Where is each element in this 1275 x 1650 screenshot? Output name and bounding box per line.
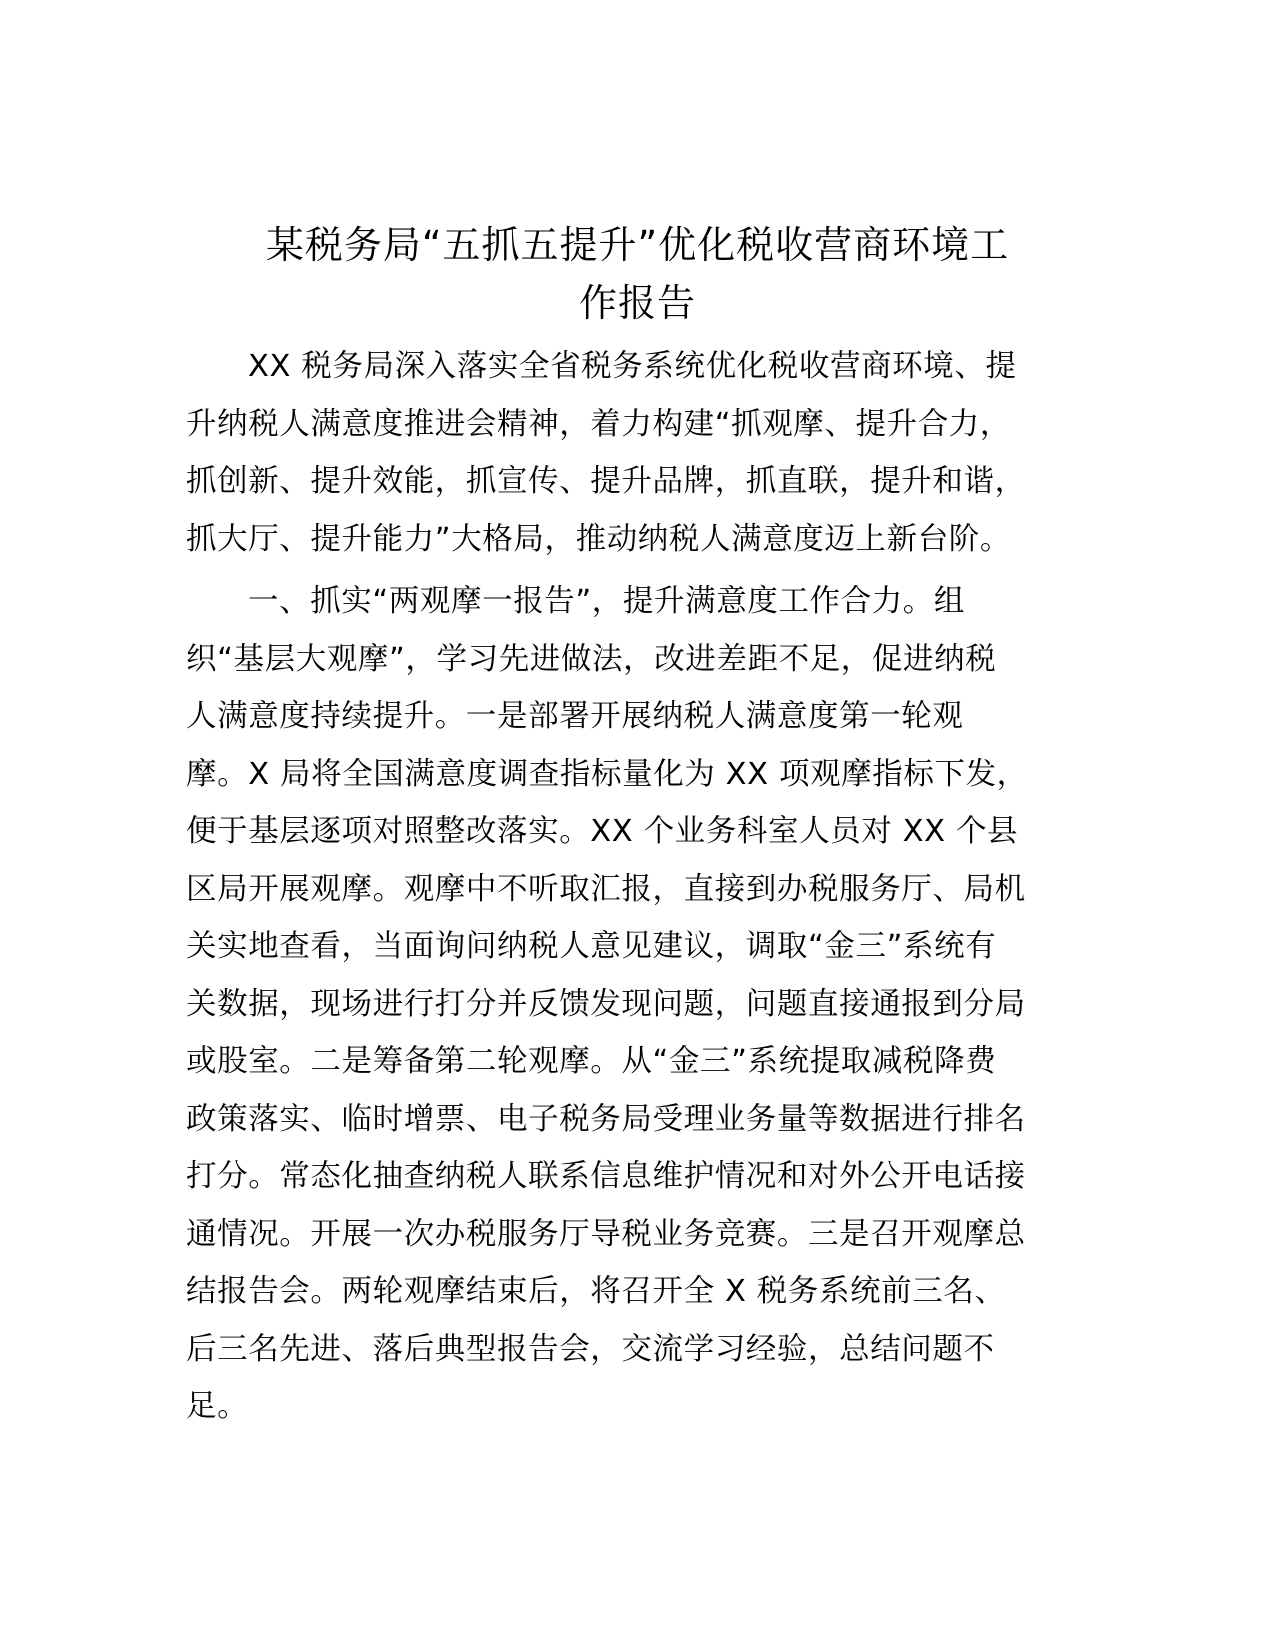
paragraph-line: XX 税务局深入落实全省税务系统优化税收营商环境、提 [248,349,1017,384]
paragraph-line: 一、抓实“两观摩一报告”，提升满意度工作合力。组 [248,584,966,619]
paragraph-line: 结报告会。两轮观摩结束后，将召开全 X 税务系统前三名、 [186,1274,1006,1309]
paragraph-line: 人满意度持续提升。一是部署开展纳税人满意度第一轮观 [186,699,964,734]
paragraph-line: 或股室。二是筹备第二轮观摩。从“金三”系统提取减税降费 [186,1044,997,1079]
paragraph-line: 后三名先进、落后典型报告会，交流学习经验，总结问题不 [186,1331,995,1367]
title-line-2: 作报告 [578,281,696,325]
paragraph-line: 便于基层逐项对照整改落实。XX 个业务科室人员对 XX 个县 [186,814,1019,849]
paragraph-line: 升纳税人满意度推进会精神，着力构建“抓观摩、提升合力， [186,406,1011,442]
paragraph-line: 抓创新、提升效能，抓宣传、提升品牌，抓直联，提升和谐， [186,464,1026,499]
paragraph-line: 区局开展观摩。观摩中不听取汇报，直接到办税服务厅、局机 [186,871,1026,907]
document-title [150,215,1125,331]
paragraph-line: 通情况。开展一次办税服务厅导税业务竞赛。三是召开观摩总 [186,1216,1026,1252]
title-line-1: 某税务局“五抓五提升”优化税收营商环境工 [265,223,1010,267]
paragraph-line: 政策落实、临时增票、电子税务局受理业务量等数据进行排名 [186,1101,1026,1137]
paragraph-line: 抓大厅、提升能力”大格局，推动纳税人满意度迈上新台阶。 [186,521,1011,557]
paragraph-section-1 [186,573,1086,1436]
paragraph-line: 关实地查看，当面询问纳税人意见建议，调取“金三”系统有 [186,929,997,964]
paragraph-line: 织“基层大观摩”，学习先进做法，改进差距不足，促进纳税 [186,641,997,677]
paragraph-line: 打分。常态化抽查纳税人联系信息维护情况和对外公开电话接 [186,1159,1026,1194]
paragraph-intro [186,338,1086,568]
paragraph-line: 关数据，现场进行打分并反馈发现问题，问题直接通报到分局 [186,986,1026,1022]
paragraph-line: 摩。X 局将全国满意度调查指标量化为 XX 项观摩指标下发， [186,756,1028,792]
paragraph-line: 足。 [186,1389,249,1424]
